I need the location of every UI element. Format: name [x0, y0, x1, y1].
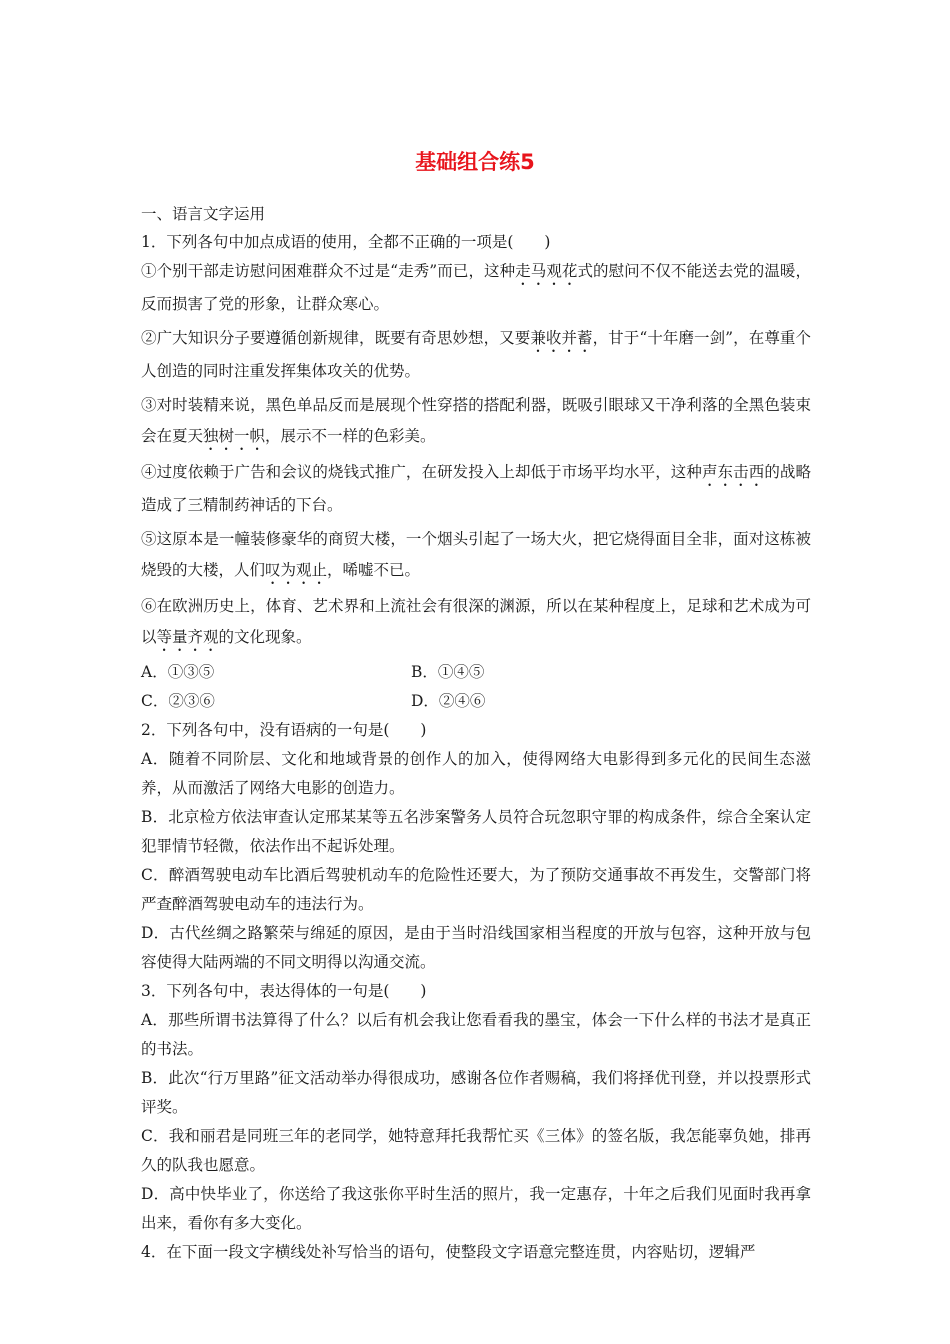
dotted-idiom: 独树一帜 [203, 427, 266, 445]
question-1-options-row-1 [141, 658, 811, 687]
section-heading: 一、语言文字运用 [141, 205, 266, 223]
question-2-option-d: D．古代丝绸之路繁荣与绵延的原因，是由于当时沿线国家相当程度的开放与包容，这种开放与包容使得大陆两端的不同文明得以沟通交流。 [141, 924, 811, 971]
question-1-item-4: ④过度依赖于广告和会议的烧钱式推广，在研发投入上却低于市场平均水平，这种声东击西的战略造成了三精制药神话的下台。 [141, 463, 811, 514]
question-2-option-a: A．随着不同阶层、文化和地域背景的创作人的加入，使得网络大电影得到多元化的民间生态滋养，从而激活了网络大电影的创造力。 [141, 750, 811, 797]
dotted-idiom: 声东击西 [701, 463, 765, 481]
option-a: A．①③⑤ [141, 663, 215, 681]
page-title: 基础组合练5 [415, 150, 535, 174]
question-3-option-b: B．此次“行万里路”征文活动举办得很成功，感谢各位作者赐稿，我们将择优刊登，并以投票形式评奖。 [141, 1069, 811, 1116]
dotted-idiom: 叹为观止 [265, 561, 328, 579]
question-1-item-3: ③对时装精来说，黑色单品反而是展现个性穿搭的搭配利器，既吸引眼球又干净利落的全黑色装束会在夏天独树一帜，展示不一样的色彩美。 [141, 396, 811, 445]
question-3-option-d: D．高中快毕业了，你送给了我这张你平时生活的照片，我一定惠存，十年之后我们见面时我再拿出来，看你有多大变化。 [141, 1185, 811, 1232]
question-2-option-b: B．北京检方依法审查认定邢某某等五名涉案警务人员符合玩忽职守罪的构成条件，综合全案认定犯罪情节轻微，依法作出不起诉处理。 [141, 808, 811, 855]
dotted-idiom: 走马观花 [515, 262, 578, 280]
question-1-item-1: ①个别干部走访慰问困难群众不过是“走秀”而已，这种走马观花式的慰问不仅不能送去党的温暖，反而损害了党的形象，让群众寒心。 [141, 262, 811, 313]
question-2-option-c: C．醉酒驾驶电动车比酒后驾驶机动车的危险性还要大，为了预防交通事故不再发生，交警部门将严查醉酒驾驶电动车的违法行为。 [141, 866, 811, 913]
question-4-stem: 4．在下面一段文字横线处补写恰当的语句，使整段文字语意完整连贯，内容贴切，逻辑严 [141, 1243, 756, 1261]
option-b: B．①④⑤ [411, 663, 485, 681]
question-1-stem: 1．下列各句中加点成语的使用，全都不正确的一项是( ) [141, 233, 551, 251]
dotted-idiom: 兼收并蓄 [530, 329, 593, 347]
option-d: D．②④⑥ [411, 692, 486, 710]
question-3-stem: 3．下列各句中，表达得体的一句是( ) [141, 982, 427, 1000]
question-1-item-6: ⑥在欧洲历史上，体育、艺术界和上流社会有很深的渊源，所以在某种程度上，足球和艺术成为可以等量齐观的文化现象。 [141, 597, 811, 646]
dotted-idiom: 等量齐观 [156, 628, 219, 646]
question-3-option-a: A．那些所谓书法算得了什么？以后有机会我让您看看我的墨宝，体会一下什么样的书法才是真正的书法。 [141, 1011, 811, 1058]
question-2-stem: 2．下列各句中，没有语病的一句是( ) [141, 721, 427, 739]
question-3-option-c: C．我和丽君是同班三年的老同学，她特意拜托我帮忙买《三体》的签名版，我怎能辜负她，排再久的队我也愿意。 [141, 1127, 811, 1174]
document-body [141, 200, 811, 1267]
question-1-item-5: ⑤这原本是一幢装修豪华的商贸大楼，一个烟头引起了一场大火，把它烧得面目全非，面对这栋被烧毁的大楼，人们叹为观止，唏嘘不已。 [141, 530, 811, 579]
question-1-options-row-2 [141, 687, 811, 716]
option-c: C．②③⑥ [141, 692, 215, 710]
question-1-item-2: ②广大知识分子要遵循创新规律，既要有奇思妙想，又要兼收并蓄，甘于“十年磨一剑”，在尊重个人创造的同时注重发挥集体攻关的优势。 [141, 329, 811, 380]
